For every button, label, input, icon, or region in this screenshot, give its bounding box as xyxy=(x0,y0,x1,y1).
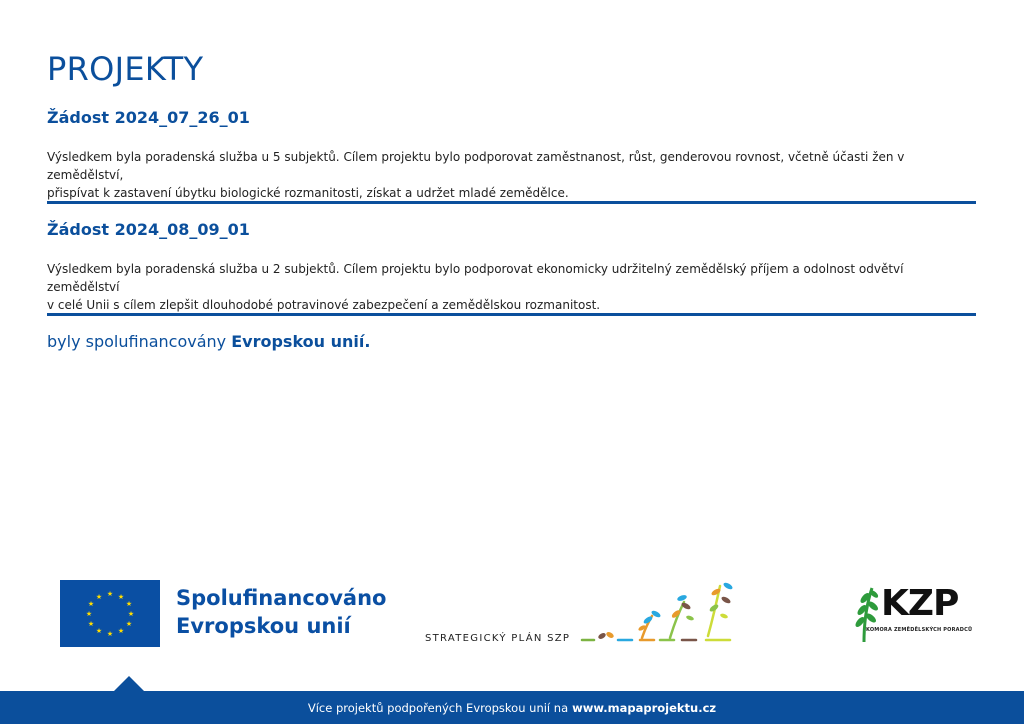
project-1 xyxy=(47,108,977,202)
section-divider xyxy=(47,313,976,316)
eu-cofinanced-logo-text xyxy=(176,584,386,640)
svg-text:★: ★ xyxy=(117,627,125,635)
szp-plants-icon xyxy=(580,578,745,646)
project-description-line: přispívat k zastavení úbytku biologické rozmanitosti, získat a udržet mladé zemědělce. xyxy=(47,186,569,200)
svg-text:★: ★ xyxy=(87,620,95,628)
project-description-line: v celé Unii s cílem zlepšit dlouhodobé potravinové zabezpečení a zemědělskou rozmanitost. xyxy=(47,298,601,312)
svg-text:★: ★ xyxy=(125,600,133,608)
eu-logo-line: Evropskou unií xyxy=(176,614,351,638)
svg-text:★: ★ xyxy=(127,610,135,618)
svg-text:★: ★ xyxy=(106,590,114,598)
eu-flag-icon xyxy=(60,580,160,647)
project-2 xyxy=(47,220,977,314)
footer-text: Více projektů podpořených Evropskou unií na xyxy=(307,700,569,715)
project-description-line: Výsledkem byla poradenská služba u 5 subjektů. Cílem projektu bylo podporovat zaměstnanost, růst, genderovou rovnost, včetně účasti žen v zemědělství, xyxy=(47,150,905,182)
szp-logo-text: STRATEGICKÝ PLÁN SZP xyxy=(425,633,571,644)
footer-link[interactable]: www.mapaprojektu.cz xyxy=(572,700,717,715)
svg-text:★: ★ xyxy=(87,600,95,608)
kzp-logo-text: KZP xyxy=(881,583,959,624)
svg-text:★: ★ xyxy=(117,593,125,601)
svg-text:★: ★ xyxy=(106,630,114,638)
eu-logo-line: Spolufinancováno xyxy=(176,586,387,610)
cofinancing-emphasis: Evropskou unií. xyxy=(231,332,371,351)
project-heading: Žádost 2024_08_09_01 xyxy=(47,220,250,239)
cofinancing-statement xyxy=(47,332,370,351)
footer-notch xyxy=(113,676,145,692)
footer-bar xyxy=(0,691,1024,724)
kzp-logo-subtitle: KOMORA ZEMĚDĚLSKÝCH PORADCŮ xyxy=(866,627,973,633)
kzp-wheat-icon xyxy=(850,582,880,644)
cofinancing-prefix: byly spolufinancovány xyxy=(47,332,227,351)
svg-text:★: ★ xyxy=(125,620,133,628)
project-description-line: Výsledkem byla poradenská služba u 2 subjektů. Cílem projektu bylo podporovat ekonomicky udržitelný zemědělský příjem a odolnost odvětví zemědělství xyxy=(47,262,904,294)
svg-text:★: ★ xyxy=(95,627,103,635)
svg-text:★: ★ xyxy=(95,593,103,601)
project-heading: Žádost 2024_07_26_01 xyxy=(47,108,250,127)
svg-text:★: ★ xyxy=(85,610,93,618)
section-divider xyxy=(47,201,976,204)
page-title: PROJEKTY xyxy=(47,50,204,88)
